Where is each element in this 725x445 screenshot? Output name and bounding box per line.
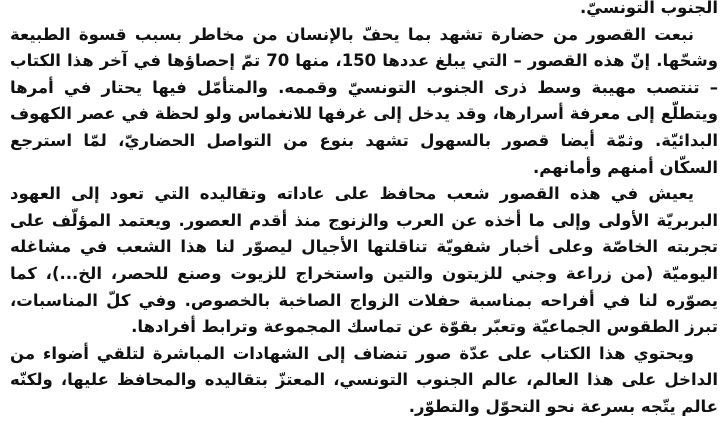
paragraph-ksour-people: يعيش في هذه القصور شعب محافظ على عاداته وتقاليده التي تعود إلى العهود البربريّة الأولى وإلى ما أخذه عن العرب والزنوج منذ أقدم العصور. ويعتمد المؤلّف على تجربته الخاصّة وعلى أخبار شفويّة تناقلتها الأجيال ليصوّر لنا هذا الشعب في مشاغله اليوميّة (من زراعة وجني للزيتون والتين واستخراج للزيوت وصنع للحصر، الخ...)، كما يصوّره لنا في أفراحه بمناسبة حفلات الزواج الصاخبة بالخصوص. وفي كلّ المناسبات، تبرز الطقوس الجماعيّة وتعبّر بقوّة عن تماسك المجموعة وترابط أفرادها.	[10, 184, 718, 337]
paragraph-book-photos: ويحتوي هذا الكتاب على عدّة صور تنضاف إلى الشهادات المباشرة لتلقي أضواء من الداخل على هذا العالم، عالم الجنوب التونسي، المعتزّ بتقاليده والمحافظ عليها، ولكنّه عالم يتّجه بسرعة نحو التحوّل والتطوّر.	[10, 343, 718, 416]
paragraph-ksour-origin: نبعت القصور من حضارة تشهد بما يحفّ بالإنسان من مخاطر بسبب قسوة الطبيعة وشحّها. إنّ هذه القصور – التي يبلغ عددها 150، منها 70 تمّ إحصاؤها في آخر هذا الكتاب – تنتصب مهيبة وسط ذرى الجنوب التونسيّ وقممه. والمتأمّل فيها يحتار في أمرها ويتطلّع إلى معرفة أسرارها، وقد يدخل إلى غرفها للانغماس ولو لحظة في عصر الكهوف البدائيّة. وثمّة أيضا قصور بالسهول تشهد بنوع من التواصل الحضاريّ، لمّا استرجع السكّان أمنهم وأمانهم.	[10, 24, 719, 177]
document-body	[10, 0, 718, 421]
paragraph-intro-end: الجنوب التونسيّ.	[579, 0, 718, 17]
